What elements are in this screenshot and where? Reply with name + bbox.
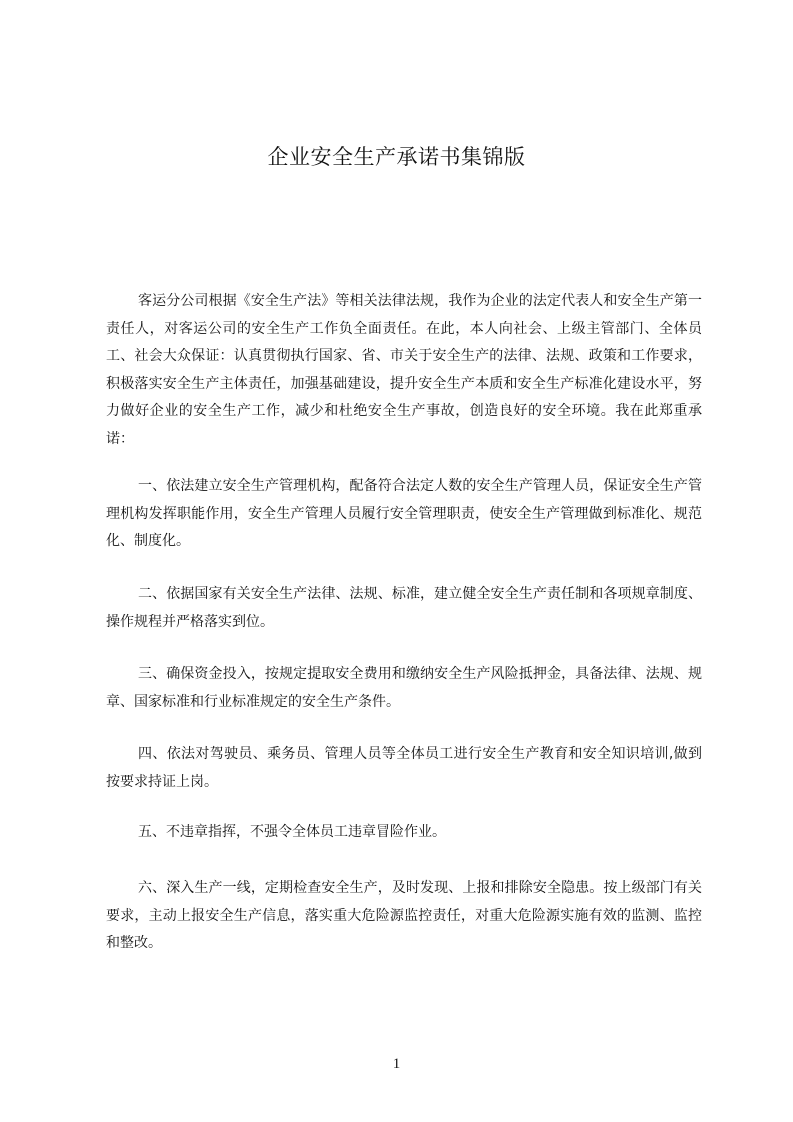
document-title: 企业安全生产承诺书集锦版 — [267, 145, 526, 169]
commitment-item-3: 三、确保资金投入，按规定提取安全费用和缴纳安全生产风险抵押金，具备法律、法规、规章、国家标准和行业标准规定的安全生产条件。 — [106, 666, 702, 710]
commitment-item-6: 六、深入生产一线，定期检查安全生产，及时发现、上报和排除安全隐患。按上级部门有关要求，主动上报安全生产信息，落实重大危险源监控责任，对重大危险源实施有效的监测、监控和整改。 — [106, 880, 702, 951]
commitment-item-5: 五、不违章指挥，不强令全体员工违章冒险作业。 — [138, 824, 446, 840]
page-number: 1 — [392, 1056, 401, 1072]
commitment-item-1: 一、依法建立安全生产管理机构，配备符合法定人数的安全生产管理人员，保证安全生产管理机构发挥职能作用，安全生产管理人员履行安全管理职责，使安全生产管理做到标准化、规范化、制度化。 — [106, 478, 702, 549]
commitment-item-2: 二、依据国家有关安全生产法律、法规、标准，建立健全安全生产责任制和各项规章制度、操作规程并严格落实到位。 — [106, 586, 702, 630]
intro-paragraph: 客运分公司根据《安全生产法》等相关法律法规，我作为企业的法定代表人和安全生产第一责任人，对客运公司的安全生产工作负全面责任。在此，本人向社会、上级主管部门、全体员工、社会大众保证：认真贯彻执行国家、省、市关于安全生产的法律、法规、政策和工作要求，积极落实安全生产主体责任，加强基础建设，提升安全生产本质和安全生产标准化建设水平，努力做好企业的安全生产工作，减少和杜绝安全生产事故，创造良好的安全环境。我在此郑重承诺： — [106, 293, 702, 447]
commitment-item-4: 四、依法对驾驶员、乘务员、管理人员等全体员工进行安全生产教育和安全知识培训,做到按要求持证上岗。 — [106, 746, 702, 790]
